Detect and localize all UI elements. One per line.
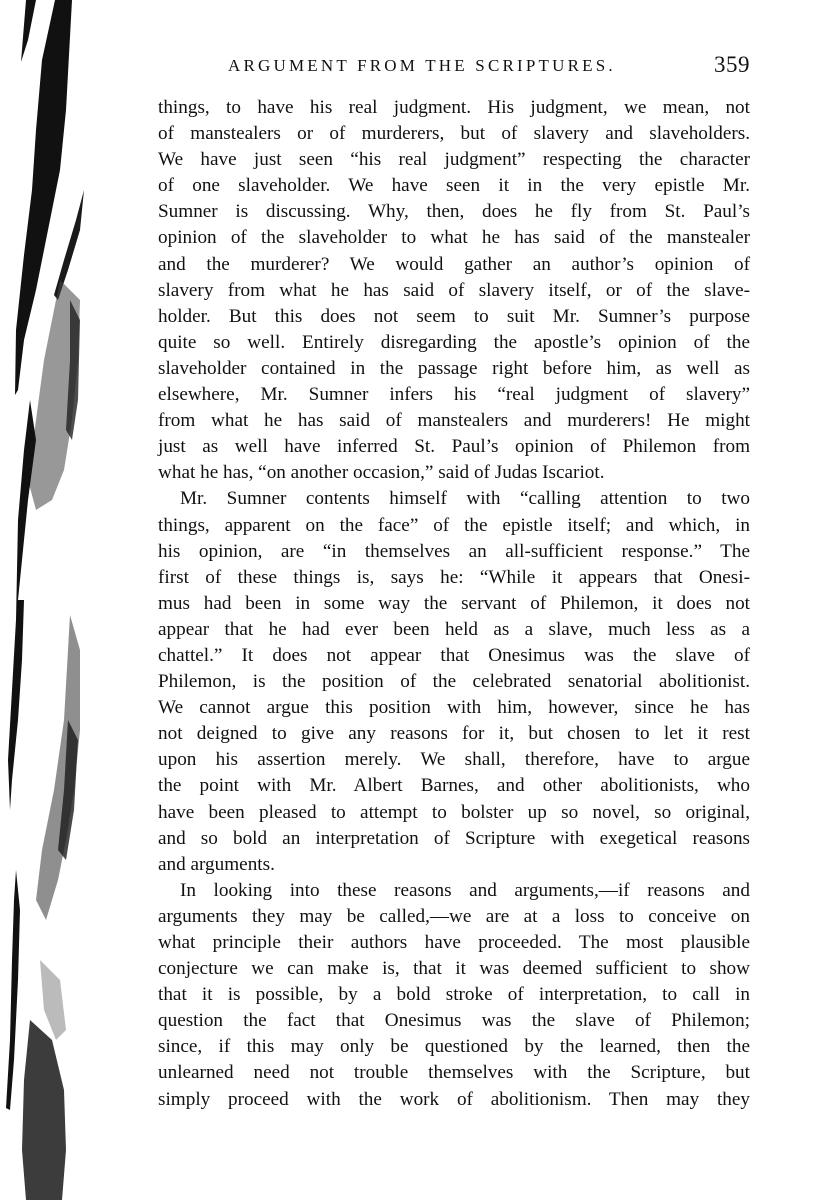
text-line: Philemon, is the position of the celebrated senatorial abolitionist. bbox=[158, 671, 750, 693]
paragraph-end-line: and arguments. bbox=[158, 853, 275, 875]
text-line: the point with Mr. Albert Barnes, and other abolitionists, who bbox=[158, 775, 750, 797]
text-line: first of these things is, says he: “While it appears that Onesi- bbox=[158, 566, 750, 588]
text-line: just as well have inferred St. Paul’s opinion of Philemon from bbox=[158, 436, 750, 458]
text-line: what principle their authors have proceeded. The most plausible bbox=[158, 932, 750, 953]
text-line: Sumner is discussing. Why, then, does he fly from St. Paul’s bbox=[158, 201, 750, 223]
paragraph-start-line: Mr. Sumner contents himself with “calling attention to two bbox=[180, 488, 750, 510]
text-line: slaveholder contained in the passage right before him, as well as bbox=[158, 357, 750, 379]
text-line: of manstealers or of murderers, but of slavery and slaveholders. bbox=[158, 123, 750, 145]
text-line: holder. But this does not seem to suit Mr. Sumner’s purpose bbox=[158, 305, 750, 327]
text-line: and so bold an interpretation of Scripture with exegetical reasons bbox=[158, 827, 750, 849]
text-line: things, to have his real judgment. His judgment, we mean, not bbox=[158, 97, 750, 118]
text-line: We cannot argue this position with him, however, since he has bbox=[158, 697, 750, 719]
text-line: things, apparent on the face” of the epistle itself; and which, in bbox=[158, 514, 750, 536]
text-line: We have just seen “his real judgment” respecting the character bbox=[158, 149, 750, 171]
text-line: and the murderer? We would gather an author’s opinion of bbox=[158, 253, 750, 275]
paragraph-end-line: what he has, “on another occasion,” said of Judas Iscariot. bbox=[158, 462, 605, 484]
text-line: arguments they may be called,—we are at a loss to conceive on bbox=[158, 905, 750, 927]
text-line: from what he has said of manstealers and murderers! He might bbox=[158, 410, 750, 432]
text-line: of one slaveholder. We have seen it in the very epistle Mr. bbox=[158, 175, 750, 197]
paragraph-start-line: In looking into these reasons and arguments,—if reasons and bbox=[180, 879, 750, 901]
text-line: not deigned to give any reasons for it, but chosen to let it rest bbox=[158, 723, 750, 745]
text-line: slavery from what he has said of slavery itself, or of the slave- bbox=[158, 279, 750, 301]
text-line: upon his assertion merely. We shall, therefore, have to argue bbox=[158, 749, 750, 771]
text-line: simply proceed with the work of abolitionism. Then may they bbox=[158, 1088, 750, 1110]
text-line: his opinion, are “in themselves an all-sufficient response.” The bbox=[158, 540, 750, 562]
text-line: conjecture we can make is, that it was deemed sufficient to show bbox=[158, 958, 750, 980]
text-line: question the fact that Onesimus was the slave of Philemon; bbox=[158, 1010, 750, 1032]
body-text bbox=[158, 95, 750, 1113]
text-line: have been pleased to attempt to bolster up so novel, so original, bbox=[158, 801, 750, 823]
page-number: 359 bbox=[714, 52, 750, 77]
text-line: unlearned need not trouble themselves with the Scripture, but bbox=[158, 1062, 750, 1084]
text-line: quite so well. Entirely disregarding the apostle’s opinion of the bbox=[158, 331, 750, 353]
text-line: opinion of the slaveholder to what he has said of the manstealer bbox=[158, 227, 750, 249]
text-line: mus had been in some way the servant of Philemon, it does not bbox=[158, 592, 750, 614]
running-head: ARGUMENT FROM THE SCRIPTURES. bbox=[228, 56, 616, 75]
text-line: since, if this may only be questioned by the learned, then the bbox=[158, 1036, 750, 1058]
text-line: elsewhere, Mr. Sumner infers his “real judgment of slavery” bbox=[158, 384, 750, 406]
text-line: appear that he had ever been held as a slave, much less as a bbox=[158, 618, 750, 640]
text-line: chattel.” It does not appear that Onesimus was the slave of bbox=[158, 644, 750, 666]
scanned-binding-shadow bbox=[0, 0, 140, 1200]
text-line: that it is possible, by a bold stroke of interpretation, to call in bbox=[158, 984, 750, 1006]
